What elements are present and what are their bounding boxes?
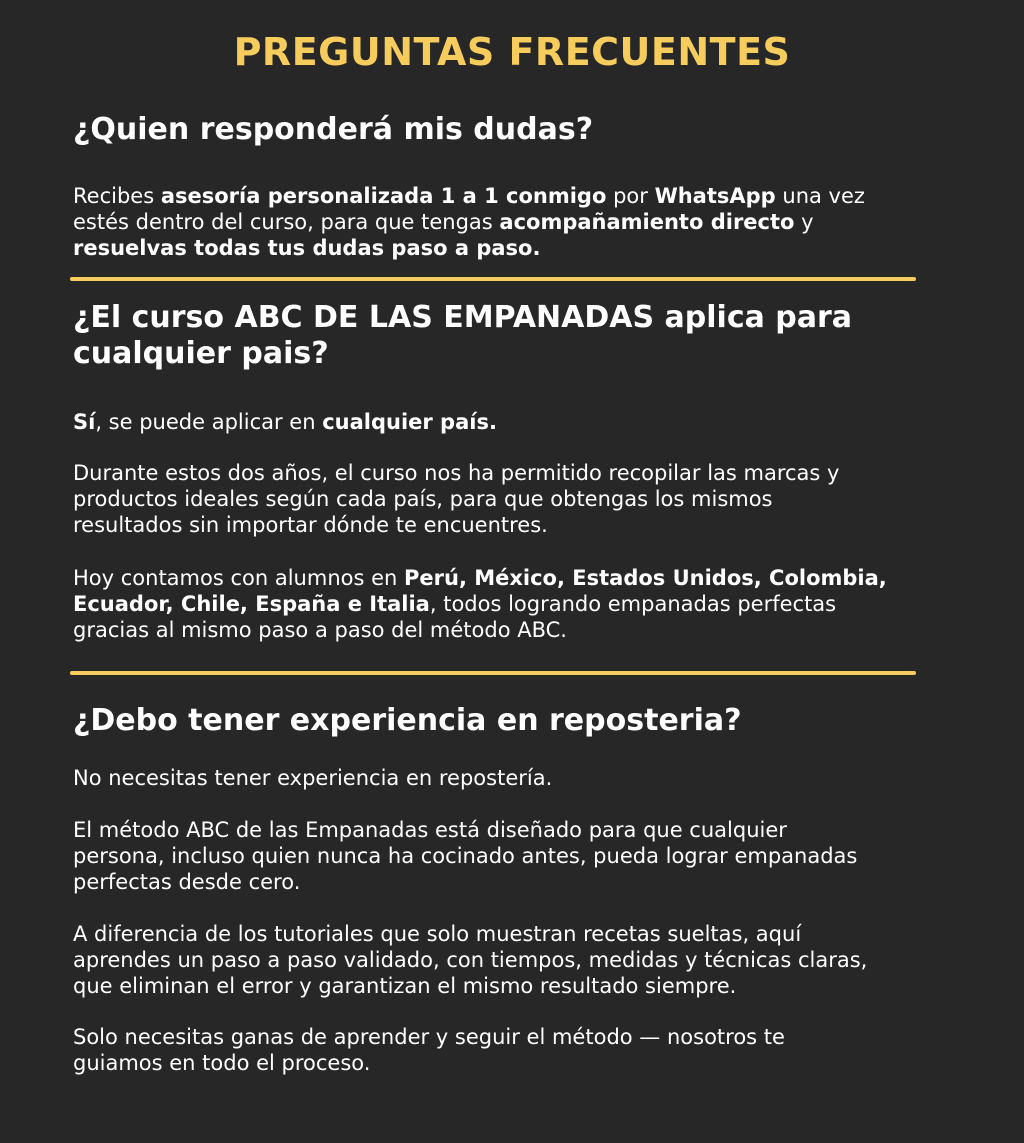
faq-answer-3-paragraph-4 [73, 1024, 978, 1076]
answer-text: estés dentro del curso, para que tengas [73, 210, 500, 234]
faq-question-1: ¿Quien responderá mis dudas? [73, 112, 594, 147]
answer-text: una vez [775, 184, 865, 208]
answer-line: guiamos en todo el proceso. [73, 1051, 371, 1075]
answer-bold-text: Sí [73, 410, 96, 434]
answer-line: que eliminan el error y garantizan el mismo resultado siempre. [73, 974, 737, 998]
question-line: cualquier pais? [73, 336, 329, 371]
answer-line: Solo necesitas ganas de aprender y seguir el método — nosotros te [73, 1025, 785, 1049]
answer-bold-text: Perú, México, Estados Unidos, Colombia, [404, 566, 887, 590]
answer-line [73, 409, 978, 435]
faq-answer-3-paragraph-1 [73, 765, 978, 791]
question-line: ¿El curso ABC DE LAS EMPANADAS aplica para [73, 300, 853, 335]
faq-question-3: ¿Debo tener experiencia en reposteria? [73, 703, 742, 738]
answer-line: perfectas desde cero. [73, 870, 301, 894]
answer-line: productos ideales según cada país, para que obtengas los mismos [73, 487, 773, 511]
answer-text: Hoy contamos con alumnos en [73, 566, 404, 590]
answer-line [73, 591, 978, 617]
answer-line [73, 209, 978, 235]
answer-line: El método ABC de las Empanadas está diseñado para que cualquier [73, 818, 787, 842]
faq-question-2 [73, 300, 973, 372]
answer-bold-text: Ecuador, Chile, España e Italia [73, 592, 430, 616]
answer-line [73, 183, 978, 209]
faq-answer-3-paragraph-2 [73, 817, 978, 895]
answer-line: persona, incluso quien nunca ha cocinado antes, pueda lograr empanadas [73, 844, 858, 868]
answer-line [73, 565, 978, 591]
answer-bold-text: acompañamiento directo [499, 210, 795, 234]
answer-bold-text: WhatsApp [654, 184, 776, 208]
answer-text: , todos logrando empanadas perfectas [429, 592, 837, 616]
answer-line: A diferencia de los tutoriales que solo muestran recetas sueltas, aquí [73, 922, 802, 946]
answer-line: resultados sin importar dónde te encuentres. [73, 513, 548, 537]
section-divider [70, 277, 916, 281]
answer-line [73, 235, 978, 261]
page-title: PREGUNTAS FRECUENTES [233, 30, 791, 74]
answer-text: , se puede aplicar en [95, 410, 323, 434]
answer-bold-text: resuelvas todas tus dudas paso a paso. [73, 236, 541, 260]
faq-answer-1-paragraph-1 [73, 183, 978, 261]
section-divider [70, 671, 916, 675]
answer-bold-text: cualquier país. [322, 410, 497, 434]
answer-line: aprendes un paso a paso validado, con tiempos, medidas y técnicas claras, [73, 948, 868, 972]
answer-line: No necesitas tener experiencia en repostería. [73, 766, 553, 790]
answer-text: por [606, 184, 655, 208]
faq-answer-3-paragraph-3 [73, 921, 978, 999]
faq-answer-2-paragraph-3 [73, 565, 978, 643]
faq-answer-2-paragraph-1 [73, 409, 978, 435]
faq-answer-2-paragraph-2 [73, 460, 978, 538]
answer-text: y [794, 210, 814, 234]
answer-line: gracias al mismo paso a paso del método ABC. [73, 618, 567, 642]
answer-text: Recibes [73, 184, 161, 208]
answer-line: Durante estos dos años, el curso nos ha permitido recopilar las marcas y [73, 461, 840, 485]
answer-bold-text: asesoría personalizada 1 a 1 conmigo [160, 184, 607, 208]
